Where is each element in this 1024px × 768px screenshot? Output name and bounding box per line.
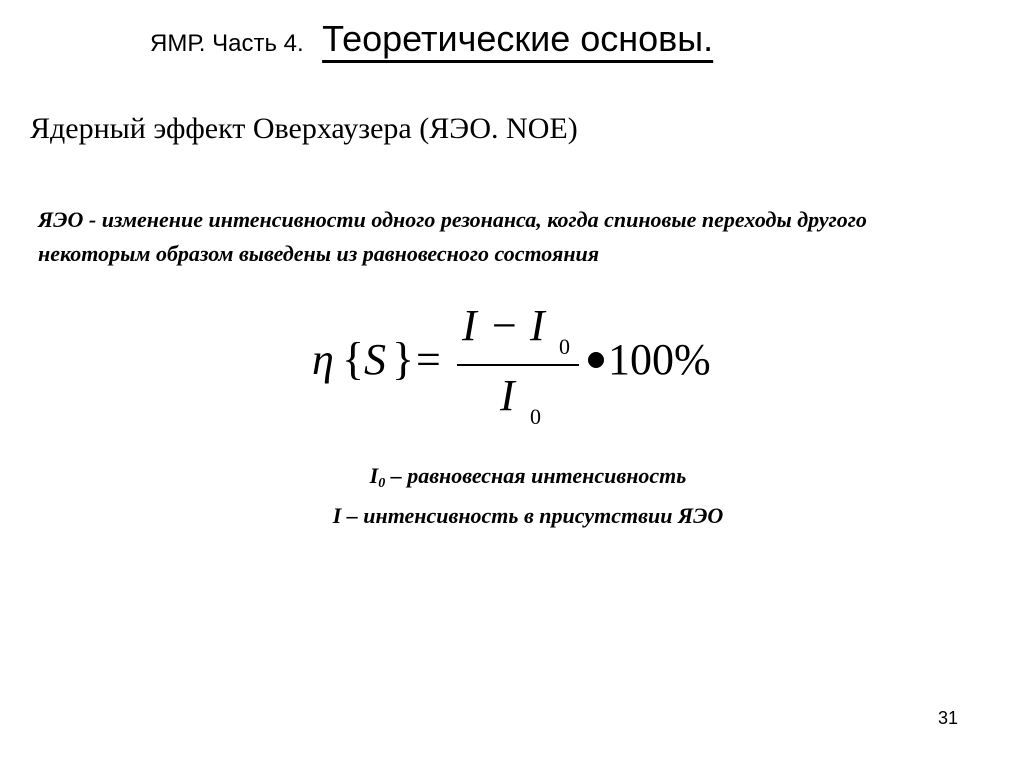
slide-title: Теоретические основы. (322, 18, 714, 59)
slide-header (150, 18, 713, 60)
formula-percent: 100% (608, 335, 711, 384)
legend-line-i0 (0, 460, 1024, 500)
formula-brace-close: } (392, 333, 415, 384)
legend-i0-symbol: I (369, 463, 379, 488)
legend-i0-text: – равновесная интенсивность (385, 463, 687, 488)
legend-line-i: I – интенсивность в присутствии ЯЭО (332, 503, 724, 528)
formula-numerator-i: I (462, 301, 477, 350)
page-number: 31 (938, 708, 959, 728)
noe-definition: ЯЭО - изменение интенсивности одного резонанса, когда спиновые переходы другого некоторым образом выведены из равновесного состояния (38, 207, 867, 266)
noe-formula (312, 300, 752, 440)
formula-multiply-dot (588, 352, 604, 368)
formula-legend (0, 460, 1024, 532)
formula-eta: η (312, 335, 334, 384)
formula-minus: − (492, 301, 517, 350)
formula-fraction-bar (457, 364, 579, 366)
slide-subtitle: Ядерный эффект Оверхаузера (ЯЭО. NOE) (30, 112, 578, 145)
formula-denominator-subscript: 0 (530, 404, 541, 429)
header-prefix: ЯМР. Часть 4. (150, 30, 304, 57)
legend-i0-subscript: 0 (378, 476, 386, 491)
formula-s: S (364, 335, 386, 384)
formula-numerator-subscript: 0 (559, 334, 570, 359)
formula-brace-open: { (342, 333, 365, 384)
formula-equals: = (416, 335, 441, 384)
formula-numerator-i0: I (530, 301, 545, 350)
formula-denominator-i: I (500, 371, 515, 420)
